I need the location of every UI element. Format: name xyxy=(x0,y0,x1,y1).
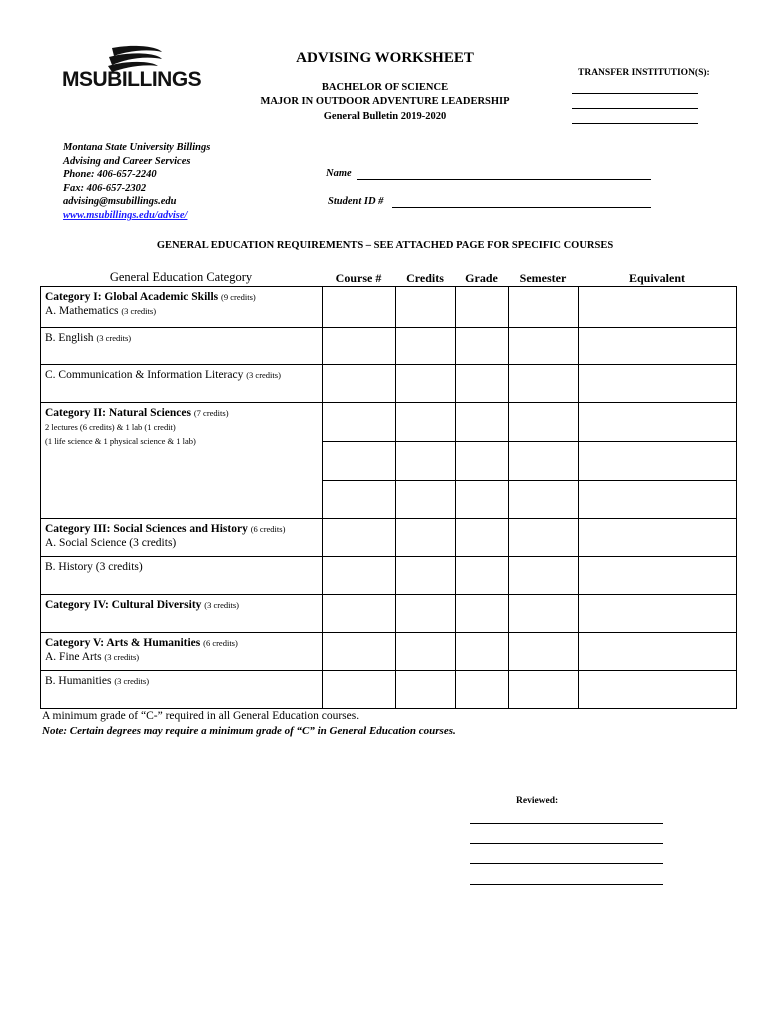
fine-arts-label: A. Fine Arts xyxy=(45,651,102,663)
credits-cell[interactable] xyxy=(396,328,456,365)
category-iv-credits: (3 credits) xyxy=(204,600,239,610)
student-id-field[interactable] xyxy=(392,207,651,208)
col-header-semester: Semester xyxy=(519,271,567,285)
course-cell[interactable] xyxy=(323,328,396,365)
equivalent-cell[interactable] xyxy=(579,633,737,671)
course-cell[interactable] xyxy=(323,633,396,671)
credits-cell[interactable] xyxy=(396,671,456,709)
category-ii-credits: (7 credits) xyxy=(193,408,229,418)
category-cell-math xyxy=(41,287,323,328)
table-row xyxy=(41,365,737,403)
category-i-title: Category I: Global Academic Skills xyxy=(45,291,219,303)
equivalent-cell[interactable] xyxy=(579,557,737,595)
course-cell[interactable] xyxy=(323,671,396,709)
grade-cell[interactable] xyxy=(456,328,509,365)
communication-credits: (3 credits) xyxy=(246,370,281,380)
table-row xyxy=(41,633,737,671)
credits-cell[interactable] xyxy=(396,595,456,633)
fax-number: Fax: 406-657-2302 xyxy=(63,182,147,194)
student-id-label: Student ID # xyxy=(328,196,384,207)
semester-cell[interactable] xyxy=(509,365,579,403)
credits-cell[interactable] xyxy=(396,365,456,403)
course-cell[interactable] xyxy=(323,557,396,595)
credits-cell[interactable] xyxy=(396,519,456,557)
natural-sciences-note-2: (1 life science & 1 physical science & 1 lab) xyxy=(45,436,196,446)
table-row xyxy=(41,403,737,442)
equivalent-cell[interactable] xyxy=(579,328,737,365)
reviewed-line-2[interactable] xyxy=(470,843,663,844)
grade-cell[interactable] xyxy=(456,633,509,671)
col-header-course: Course # xyxy=(335,271,382,285)
grade-cell[interactable] xyxy=(456,442,509,481)
minimum-grade-note: A minimum grade of “C-” required in all General Education courses. xyxy=(42,710,360,722)
table-row xyxy=(41,557,737,595)
reviewed-line-4[interactable] xyxy=(470,884,663,885)
category-ii-title: Category II: Natural Sciences xyxy=(45,407,191,419)
website-link[interactable]: www.msubillings.edu/advise/ xyxy=(63,209,188,221)
office-name: Advising and Career Services xyxy=(63,155,191,167)
credits-cell[interactable] xyxy=(396,403,456,442)
gen-ed-table xyxy=(40,286,737,709)
course-cell[interactable] xyxy=(323,403,396,442)
transfer-institution-line-2[interactable] xyxy=(572,108,698,109)
semester-cell[interactable] xyxy=(509,519,579,557)
grade-cell[interactable] xyxy=(456,557,509,595)
table-row xyxy=(41,519,737,557)
course-cell[interactable] xyxy=(323,442,396,481)
equivalent-cell[interactable] xyxy=(579,442,737,481)
table-row xyxy=(41,595,737,633)
page-title: ADVISING WORKSHEET xyxy=(296,50,474,66)
semester-cell[interactable] xyxy=(509,557,579,595)
grade-cell[interactable] xyxy=(456,481,509,519)
reviewed-line-3[interactable] xyxy=(470,863,663,864)
social-science-label: A. Social Science (3 credits) xyxy=(45,537,177,549)
semester-cell[interactable] xyxy=(509,671,579,709)
english-credits: (3 credits) xyxy=(96,333,132,343)
gen-ed-heading: GENERAL EDUCATION REQUIREMENTS – SEE ATTACHED PAGE FOR SPECIFIC COURSES xyxy=(156,240,614,251)
semester-cell[interactable] xyxy=(509,633,579,671)
credits-cell[interactable] xyxy=(396,442,456,481)
category-cell-natural-sciences xyxy=(41,403,323,519)
course-cell[interactable] xyxy=(323,519,396,557)
table-row xyxy=(41,671,737,709)
category-iv-title: Category IV: Cultural Diversity xyxy=(45,599,202,611)
semester-cell[interactable] xyxy=(509,328,579,365)
table-row xyxy=(41,328,737,365)
grade-cell[interactable] xyxy=(456,519,509,557)
credits-cell[interactable] xyxy=(396,481,456,519)
semester-cell[interactable] xyxy=(509,403,579,442)
category-cell-english xyxy=(41,328,323,365)
equivalent-cell[interactable] xyxy=(579,595,737,633)
degree-line: BACHELOR OF SCIENCE xyxy=(321,82,449,93)
category-v-credits: (6 credits) xyxy=(203,638,238,648)
category-cell-history xyxy=(41,557,323,595)
name-field[interactable] xyxy=(357,179,651,180)
semester-cell[interactable] xyxy=(509,287,579,328)
grade-cell[interactable] xyxy=(456,595,509,633)
category-i-credits: (9 credits) xyxy=(221,292,256,302)
semester-cell[interactable] xyxy=(509,595,579,633)
major-line: MAJOR IN OUTDOOR ADVENTURE LEADERSHIP xyxy=(260,96,510,107)
humanities-label: B. Humanities xyxy=(45,675,112,687)
course-cell[interactable] xyxy=(323,365,396,403)
grade-cell[interactable] xyxy=(456,287,509,328)
university-name: Montana State University Billings xyxy=(63,142,211,153)
phone-number: Phone: 406-657-2240 xyxy=(63,169,157,181)
category-cell-communication xyxy=(41,365,323,403)
equivalent-cell[interactable] xyxy=(579,671,737,709)
credits-cell[interactable] xyxy=(396,557,456,595)
semester-cell[interactable] xyxy=(509,481,579,519)
natural-sciences-note-1: 2 lectures (6 credits) & 1 lab (1 credit) xyxy=(45,422,176,432)
communication-label: C. Communication & Information Literacy xyxy=(45,369,244,381)
semester-cell[interactable] xyxy=(509,442,579,481)
msu-billings-logo-text: MSUBILLINGS xyxy=(62,68,202,91)
category-cell-humanities xyxy=(41,671,323,709)
grade-cell[interactable] xyxy=(456,365,509,403)
category-cell-social-science xyxy=(41,519,323,557)
english-label: B. English xyxy=(45,332,94,344)
col-header-credits: Credits xyxy=(406,271,444,285)
transfer-institution-label: TRANSFER INSTITUTION(S): xyxy=(578,68,710,78)
equivalent-cell[interactable] xyxy=(579,287,737,328)
transfer-institution-line-3[interactable] xyxy=(572,123,698,124)
course-cell[interactable] xyxy=(323,287,396,328)
col-header-category: General Education Category xyxy=(109,270,253,284)
math-label: A. Mathematics xyxy=(45,305,119,317)
equivalent-cell[interactable] xyxy=(579,365,737,403)
category-v-title: Category V: Arts & Humanities xyxy=(45,637,201,649)
col-header-equivalent: Equivalent xyxy=(628,271,685,285)
equivalent-cell[interactable] xyxy=(579,481,737,519)
category-iii-title: Category III: Social Sciences and History xyxy=(45,523,248,535)
name-label: Name xyxy=(326,168,352,179)
reviewed-line-1[interactable] xyxy=(470,823,663,824)
grade-cell[interactable] xyxy=(456,671,509,709)
course-cell[interactable] xyxy=(323,481,396,519)
category-iii-credits: (6 credits) xyxy=(250,524,286,534)
equivalent-cell[interactable] xyxy=(579,403,737,442)
fine-arts-credits: (3 credits) xyxy=(104,652,140,662)
credits-cell[interactable] xyxy=(396,633,456,671)
grade-cell[interactable] xyxy=(456,403,509,442)
col-header-grade: Grade xyxy=(465,271,498,285)
history-label: B. History (3 credits) xyxy=(45,561,143,573)
contact-info xyxy=(63,141,210,223)
reviewed-label: Reviewed: xyxy=(516,796,559,806)
humanities-credits: (3 credits) xyxy=(114,676,150,686)
degree-grade-note: Note: Certain degrees may require a minimum grade of “C” in General Education courses. xyxy=(42,725,456,737)
email-address: advising@msubillings.edu xyxy=(63,196,177,208)
bulletin-line: General Bulletin 2019-2020 xyxy=(323,111,447,122)
equivalent-cell[interactable] xyxy=(579,519,737,557)
credits-cell[interactable] xyxy=(396,287,456,328)
math-credits: (3 credits) xyxy=(121,306,157,316)
transfer-institution-line-1[interactable] xyxy=(572,93,698,94)
category-cell-fine-arts xyxy=(41,633,323,671)
category-cell-cultural-diversity xyxy=(41,595,323,633)
table-row xyxy=(41,287,737,328)
course-cell[interactable] xyxy=(323,595,396,633)
